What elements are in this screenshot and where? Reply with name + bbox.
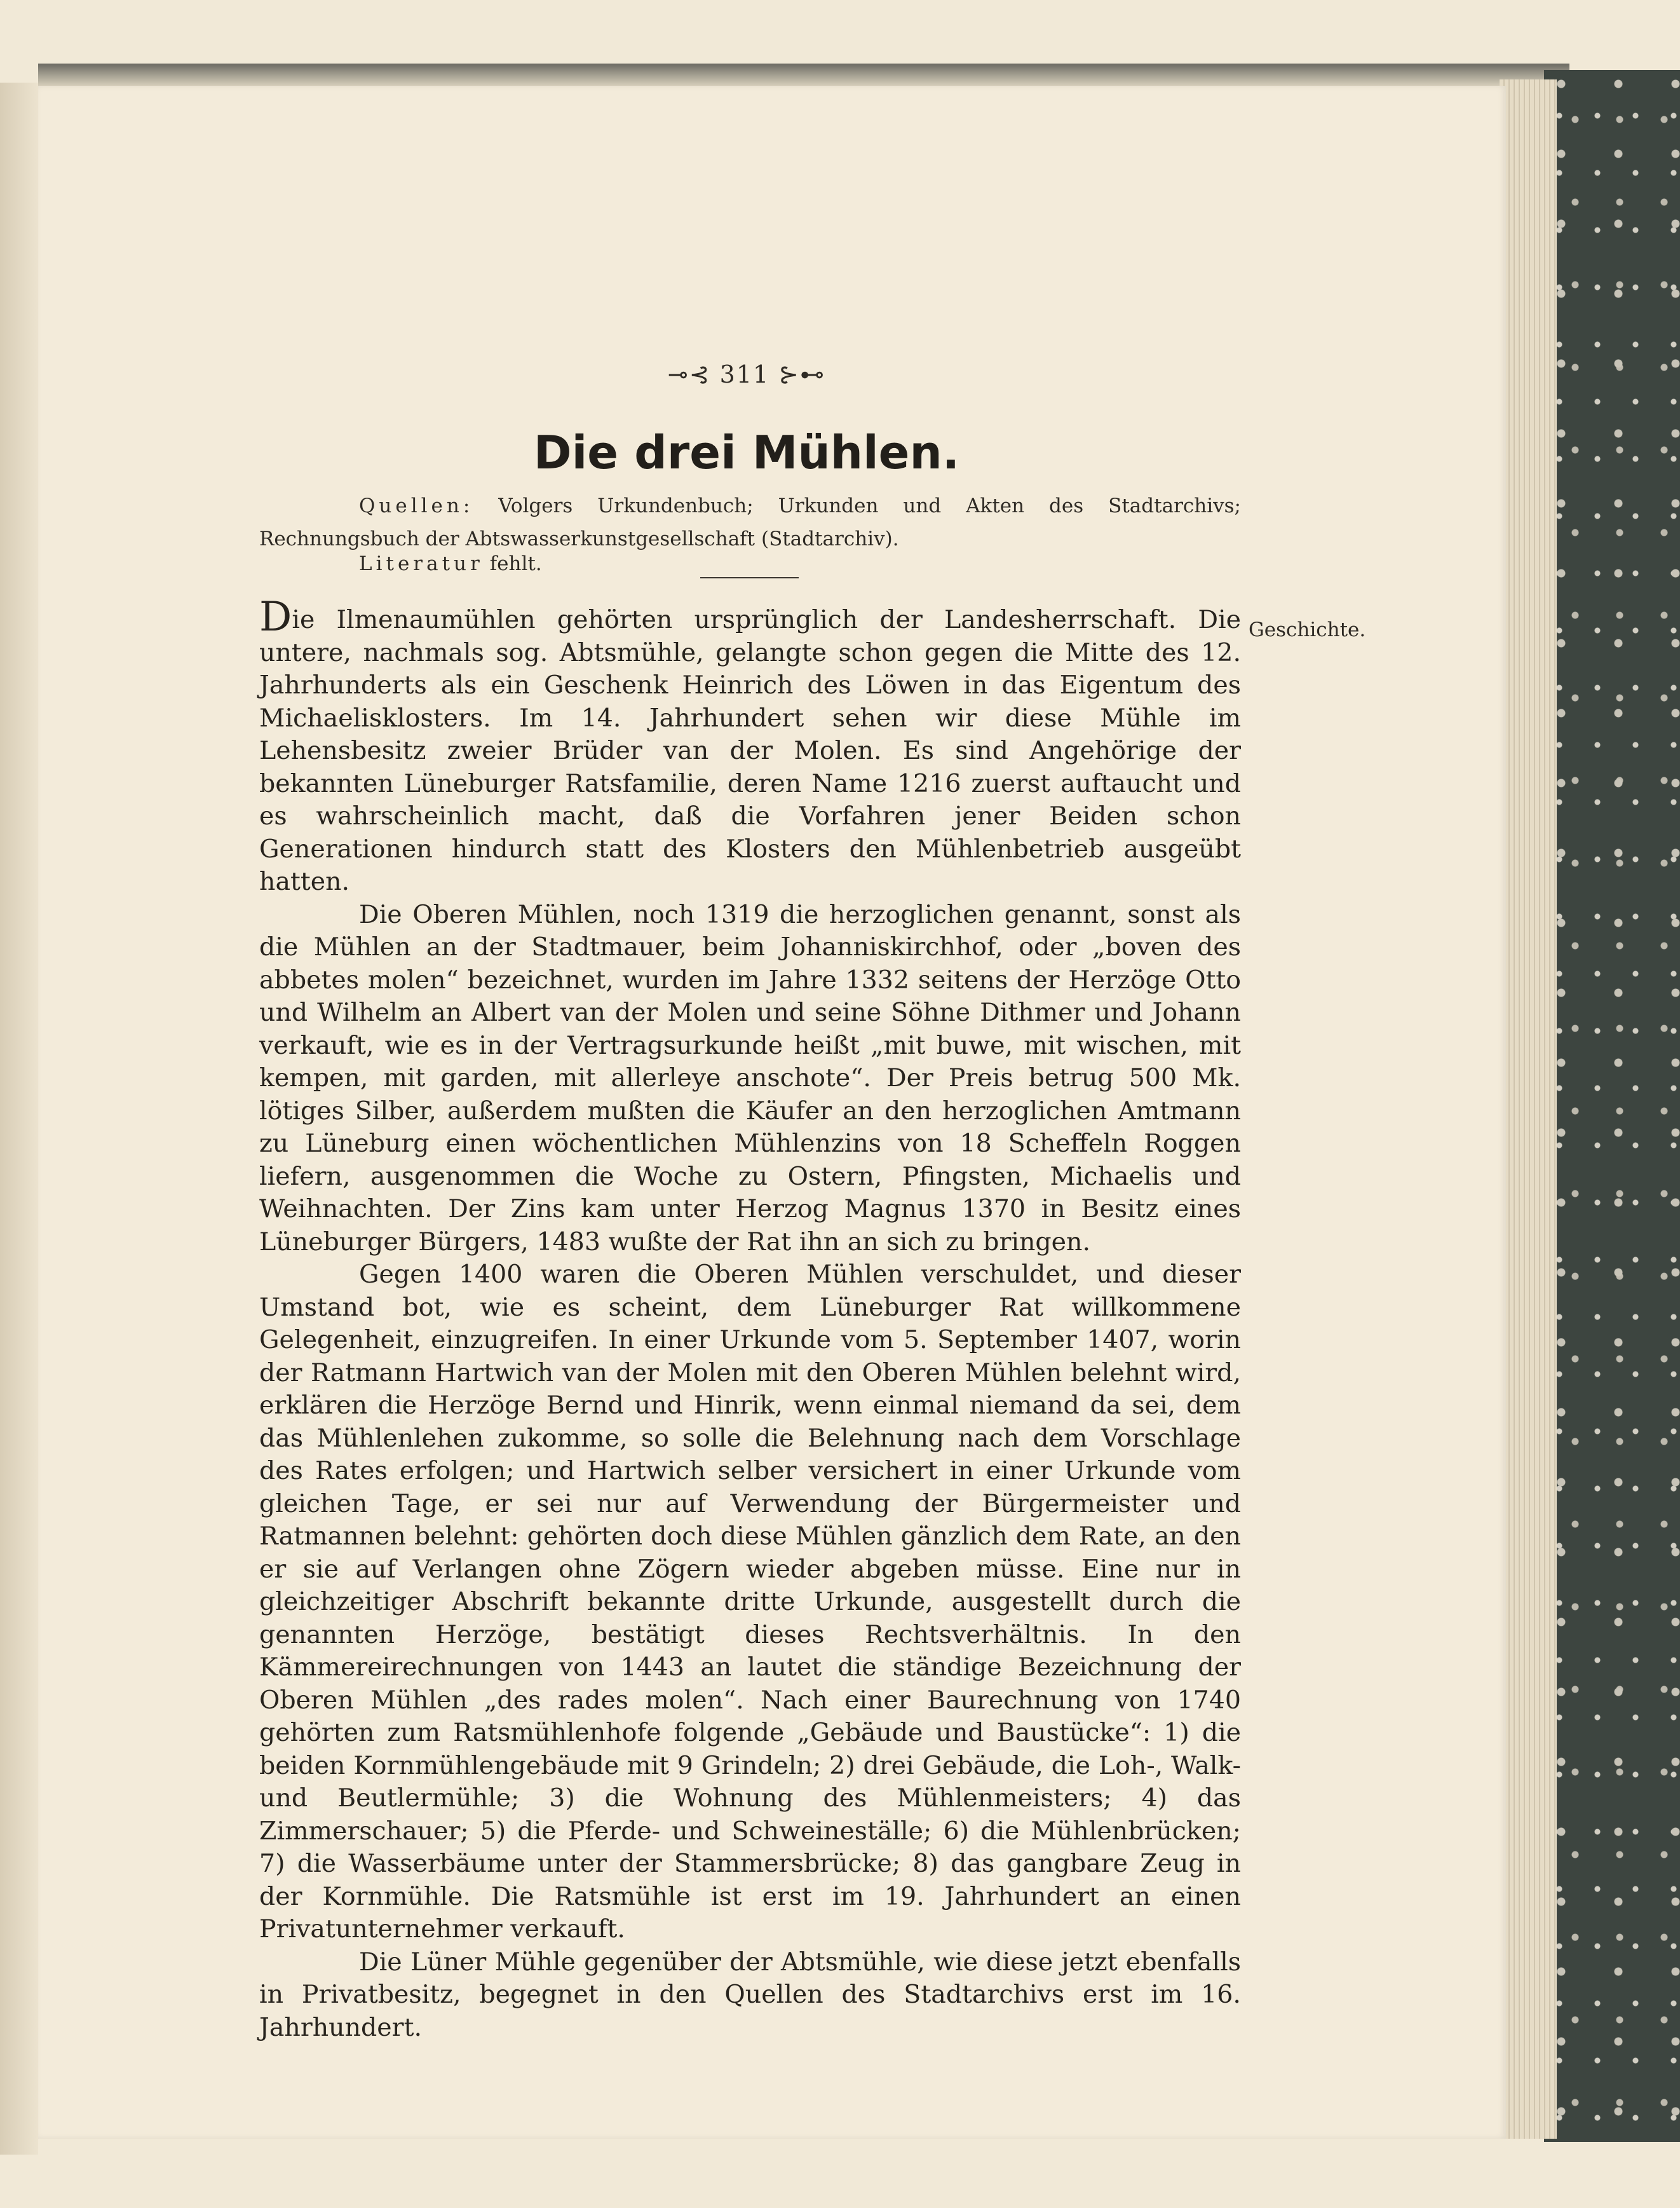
literature-note bbox=[359, 552, 542, 575]
paragraph-1 bbox=[259, 594, 1241, 899]
margin-note: Geschichte. bbox=[1249, 618, 1366, 641]
folio-number: 311 bbox=[719, 360, 770, 388]
page-number bbox=[38, 360, 1455, 388]
sources-note bbox=[259, 489, 1241, 555]
drop-cap: D bbox=[259, 594, 292, 641]
folio-ornament-left: ⊸⊰ bbox=[667, 360, 711, 388]
folio-ornament-right: ⊱⊷ bbox=[778, 360, 826, 388]
chapter-title: Die drei Mühlen. bbox=[533, 426, 960, 479]
literature-label: Literatur bbox=[359, 552, 484, 575]
paragraph-1-text: ie Ilmenaumühlen gehörten ursprünglich der Landesherrschaft. Die untere, nachmals sog. Abtsmühle, gelangte schon gegen die Mitte des 12. Jahrhunderts als ein Geschenk Heinrich des Löwen in das Eigentum des Michaelisklosters. Im 14. Jahrhundert sehen wir diese Mühle im Lehensbesitz zweier Brüder van der Molen. Es sind Angehörige der bekannten Lüneburger Ratsfamilie, deren Name 1216 zuerst auftaucht und es wahrscheinlich macht, daß die Vorfahren jener Beiden schon Generationen hindurch statt des Klosters den Mühlenbetrieb ausgeübt hatten. bbox=[259, 605, 1241, 896]
page-stack-edge bbox=[1500, 79, 1557, 2139]
book-page bbox=[38, 86, 1506, 2139]
sources-text: Volgers Urkundenbuch; Urkunden und Akten des Stadtarchivs; Rechnungsbuch der Abtswasserkunstgesellschaft (Stadtarchiv). bbox=[259, 494, 1241, 550]
book-cover bbox=[1544, 70, 1680, 2142]
sources-label: Quellen: bbox=[359, 494, 474, 517]
paragraph-3: Gegen 1400 waren die Oberen Mühlen verschuldet, und dieser Umstand bot, wie es scheint, dem Lüneburger Rat willkommene Gelegenheit, einzugreifen. In einer Urkunde vom 5. September 1407, worin der Ratmann Hartwich van der Molen mit den Oberen Mühlen belehnt wird, erklären die Herzöge Bernd und Hinrik, wenn einmal niemand da sei, dem das Mühlenlehen zukomme, so solle die Belehnung nach dem Vorschlage des Rates erfolgen; und Hartwich selber versichert in einer Urkunde vom gleichen Tage, er sei nur auf Verwendung der Bürgermeister und Ratmannen belehnt: gehörten doch diese Mühlen gänzlich dem Rate, an den er sie auf Verlangen ohne Zögern wieder abgeben müsse. Eine nur in gleichzeitiger Abschrift bekannte dritte Urkunde, ausgestellt durch die genannten Herzöge, bestätigt dieses Rechtsverhältnis. In den Kämmereirechnungen von 1443 an lautet die ständige Bezeichnung der Oberen Mühlen „des rades molen“. Nach einer Baurechnung von 1740 gehörten zum Ratsmühlenhofe folgende „Gebäude und Baustücke“: 1) die beiden Kornmühlengebäude mit 9 Grindeln; 2) drei Gebäude, die Loh-, Walk- und Beutlermühle; 3) die Wohnung des Mühlenmeisters; 4) das Zimmerschauer; 5) die Pferde- und Schweineställe; 6) die Mühlenbrücken; 7) die Wasserbäume unter der Stammersbrücke; 8) das gangbare Zeug in der Kornmühle. Die Ratsmühle ist erst im 19. Jahrhundert an einen Privatunternehmer verkauft. bbox=[259, 1260, 1241, 1944]
left-page-edge bbox=[0, 83, 38, 2155]
paragraph-2: Die Oberen Mühlen, noch 1319 die herzoglichen genannt, sonst als die Mühlen an der Stadtmauer, beim Johanniskirchhof, oder „boven des abbetes molen“ bezeichnet, wurden im Jahre 1332 seitens der Herzöge Otto und Wilhelm an Albert van der Molen und seine Söhne Dithmer und Johann verkauft, wie es in der Vertragsurkunde heißt „mit buwe, mit wischen, mit kempen, mit garden, mit allerleye anschote“. Der Preis betrug 500 Mk. lötiges Silber, außerdem mußten die Käufer an den herzoglichen Amtmann zu Lüneburg einen wöchentlichen Mühlenzins von 18 Scheffeln Roggen liefern, ausgenommen die Woche zu Ostern, Pfingsten, Michaelis und Weihnachten. Der Zins kam unter Herzog Magnus 1370 in Besitz eines Lüneburger Bürgers, 1483 wußte der Rat ihn an sich zu bringen. bbox=[259, 899, 1241, 1257]
body-text bbox=[259, 594, 1241, 2044]
literature-text: fehlt. bbox=[483, 552, 542, 575]
paragraph-4: Die Lüner Mühle gegenüber der Abtsmühle, wie diese jetzt ebenfalls in Privatbesitz, begegnet in den Quellen des Stadtarchivs erst im 16. Jahrhundert. bbox=[259, 1947, 1241, 2042]
top-page-edge bbox=[38, 64, 1569, 89]
section-divider bbox=[700, 577, 799, 578]
